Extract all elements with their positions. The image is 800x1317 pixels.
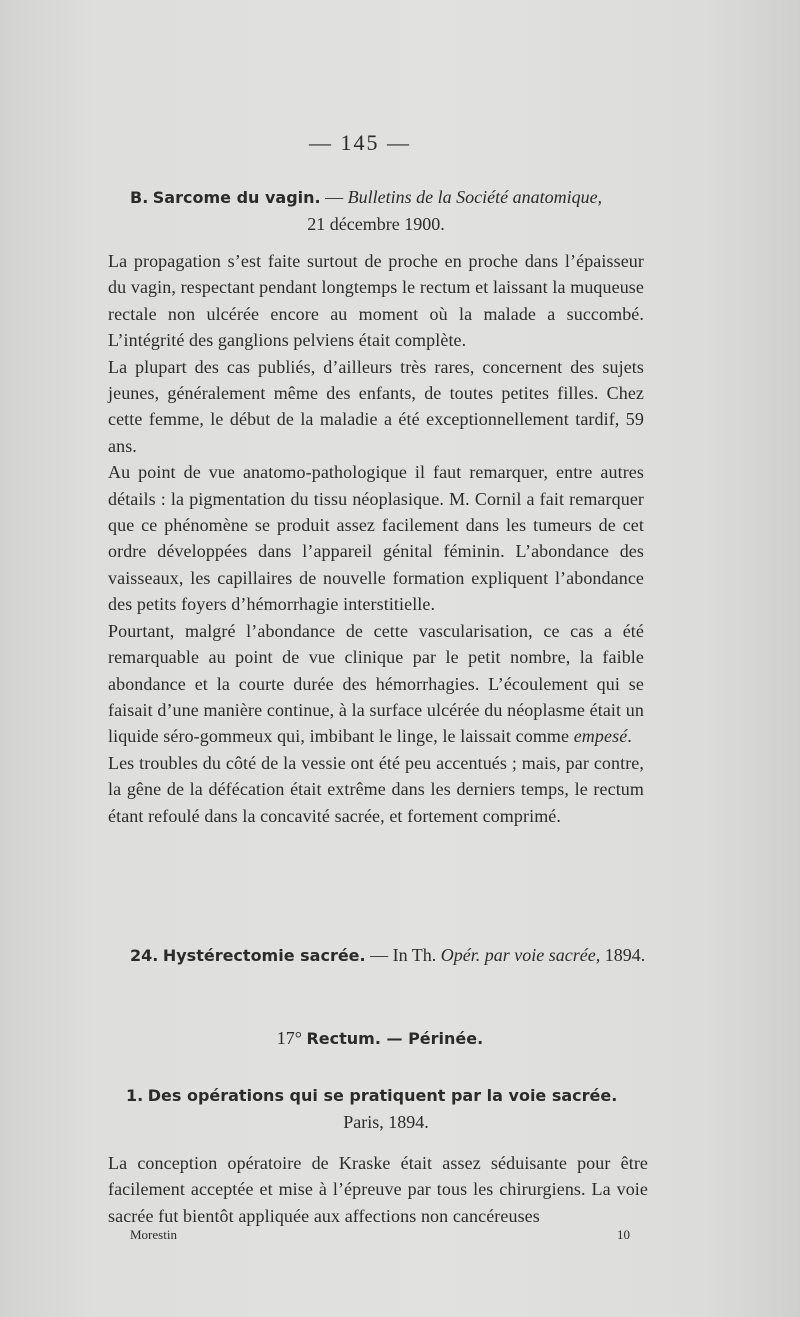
- page-footer: [130, 1227, 630, 1243]
- entry-24-dash: —: [370, 945, 389, 965]
- footer-author: Morestin: [130, 1227, 177, 1242]
- paragraph-2: La plupart des cas publiés, d’ailleurs très rares, concernent des sujets jeunes, généralement même des enfants, de toutes petites filles. Chez cette femme, le début de la maladie a été exceptionnellement tardif, 59 ans.: [108, 356, 644, 456]
- entry-b-title: Sarcome du vagin.: [152, 188, 321, 207]
- paragraph-4-text: Pourtant, malgré l’abondance de cette vascularisation, ce cas a été remarquable au point de vue clinique par le petit nombre, la faible abondance et la courte durée des hémorrhagies. L’écoulement qui se faisait d’une manière continue, à la surface ulcérée du néoplasme était un liquide séro-gommeux qui, imbibant le linge, le laissait comme: [108, 620, 644, 747]
- entry-1-heading: [108, 1084, 646, 1133]
- footer-signature: 10: [617, 1227, 630, 1242]
- entry-b-date: 21 décembre 1900.: [307, 214, 445, 234]
- entry-b-heading: [108, 186, 644, 235]
- entry-24-heading: [108, 944, 650, 967]
- paragraph-6: La conception opératoire de Kraske était assez séduisante pour être facilement acceptée et mise à l’épreuve par tous les chirurgiens. La voie sacrée fut bientôt appliquée aux affections non cancéreuses: [108, 1153, 648, 1226]
- entry-24-year: 1894.: [604, 945, 646, 965]
- entry-24-source: Opér. par voie sacrée,: [440, 945, 601, 965]
- entry-1-place-date: Paris, 1894.: [343, 1112, 429, 1132]
- body-text-lower: [108, 1150, 648, 1229]
- entry-1-title: Des opérations qui se pratiquent par la voie sacrée.: [147, 1086, 618, 1105]
- entry-24-in: In Th.: [392, 945, 437, 965]
- paragraph-5: Les troubles du côté de la vessie ont été peu accentués ; mais, par contre, la gêne de la défécation était extrême dans les derniers temps, le rectum étant refoulé dans la concavité sacrée, et fortement comprimé.: [108, 752, 644, 826]
- section-heading: [0, 1028, 760, 1049]
- body-text-upper: [108, 248, 644, 829]
- paragraph-3: Au point de vue anatomo-pathologique il faut remarquer, entre autres détails : la pigmentation du tissu néoplasique. M. Cornil a fait remarquer que ce phénomène se produit assez facilement dans les tumeurs de cet ordre développées dans l’appareil génital féminin. L’abondance des vaisseaux, les capillaires de nouvelle formation expliquent l’abondance des petits foyers d’hémorrhagie interstitielle.: [108, 462, 644, 615]
- paragraph-4: [108, 618, 644, 750]
- entry-1-number: 1.: [126, 1086, 144, 1105]
- paragraph-4-emphasis: empesé: [573, 726, 628, 747]
- entry-24-title: Hystérectomie sacrée.: [162, 946, 366, 965]
- section-number: 17°: [276, 1028, 302, 1048]
- entry-b-source: Bulletins de la Société anatomique,: [347, 187, 603, 207]
- entry-b-dash: —: [325, 187, 344, 207]
- entry-24-number: 24.: [130, 946, 159, 965]
- paragraph-1: La propagation s’est faite surtout de proche en proche dans l’épaisseur du vagin, respectant pendant longtemps le rectum et laissant la muqueuse rectale non ulcérée encore au moment où la malade a succombé. L’intégrité des ganglions pelviens était complète.: [108, 251, 644, 351]
- section-title: Rectum. — Périnée.: [306, 1029, 484, 1048]
- entry-b-label: B.: [130, 188, 149, 207]
- paragraph-4-end: .: [627, 726, 632, 747]
- page-number: — 145 —: [309, 130, 411, 155]
